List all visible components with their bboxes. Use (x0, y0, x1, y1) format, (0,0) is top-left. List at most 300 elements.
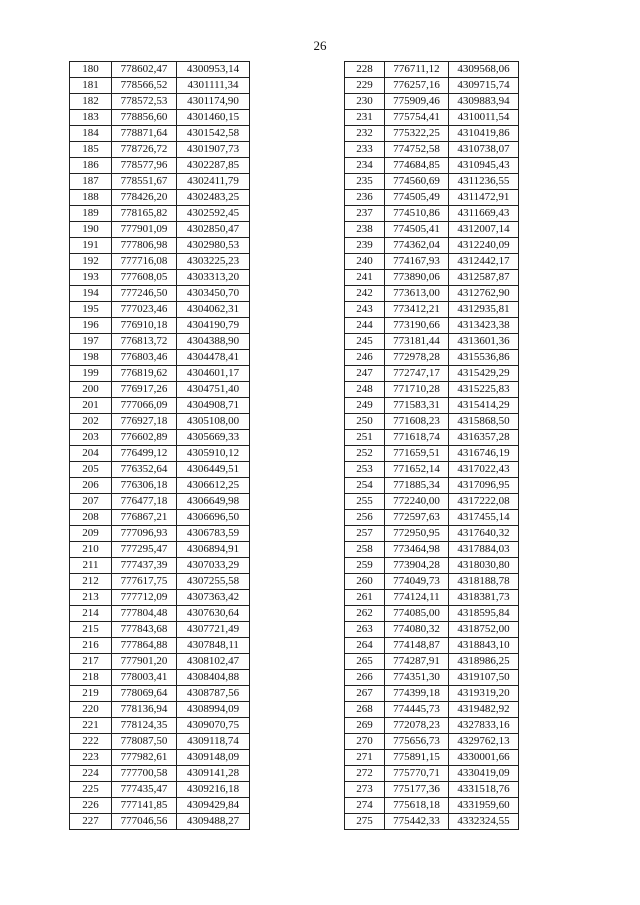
table-row (345, 62, 519, 78)
point-number-cell: 267 (345, 686, 385, 702)
y-coordinate-cell: 4312587,87 (449, 270, 519, 286)
x-coordinate-cell: 778566,52 (112, 78, 177, 94)
y-coordinate-cell: 4312935,81 (449, 302, 519, 318)
y-coordinate-cell: 4301460,15 (177, 110, 250, 126)
y-coordinate-cell: 4319319,20 (449, 686, 519, 702)
point-number-cell: 238 (345, 222, 385, 238)
x-coordinate-cell: 776803,46 (112, 350, 177, 366)
y-coordinate-cell: 4307848,11 (177, 638, 250, 654)
table-row (70, 766, 250, 782)
point-number-cell: 264 (345, 638, 385, 654)
x-coordinate-cell: 775891,15 (385, 750, 449, 766)
x-coordinate-cell: 776352,64 (112, 462, 177, 478)
table-row (70, 734, 250, 750)
point-number-cell: 263 (345, 622, 385, 638)
x-coordinate-cell: 777096,93 (112, 526, 177, 542)
point-number-cell: 217 (70, 654, 112, 670)
y-coordinate-cell: 4311236,55 (449, 174, 519, 190)
table-row (70, 382, 250, 398)
x-coordinate-cell: 771608,23 (385, 414, 449, 430)
point-number-cell: 221 (70, 718, 112, 734)
point-number-cell: 248 (345, 382, 385, 398)
point-number-cell: 274 (345, 798, 385, 814)
y-coordinate-cell: 4301111,34 (177, 78, 250, 94)
table-row (345, 558, 519, 574)
x-coordinate-cell: 774505,49 (385, 190, 449, 206)
point-number-cell: 246 (345, 350, 385, 366)
y-coordinate-cell: 4306783,59 (177, 526, 250, 542)
x-coordinate-cell: 774505,41 (385, 222, 449, 238)
table-row (345, 462, 519, 478)
point-number-cell: 197 (70, 334, 112, 350)
table-row (345, 142, 519, 158)
y-coordinate-cell: 4308994,09 (177, 702, 250, 718)
point-number-cell: 235 (345, 174, 385, 190)
table-row (345, 334, 519, 350)
point-number-cell: 251 (345, 430, 385, 446)
x-coordinate-cell: 778426,20 (112, 190, 177, 206)
table-row (70, 526, 250, 542)
y-coordinate-cell: 4316746,19 (449, 446, 519, 462)
y-coordinate-cell: 4307721,49 (177, 622, 250, 638)
point-number-cell: 249 (345, 398, 385, 414)
y-coordinate-cell: 4302411,79 (177, 174, 250, 190)
table-row (345, 350, 519, 366)
table-row (345, 190, 519, 206)
point-number-cell: 209 (70, 526, 112, 542)
point-number-cell: 275 (345, 814, 385, 830)
y-coordinate-cell: 4317884,03 (449, 542, 519, 558)
table-row (345, 94, 519, 110)
x-coordinate-cell: 774399,18 (385, 686, 449, 702)
y-coordinate-cell: 4300953,14 (177, 62, 250, 78)
x-coordinate-cell: 776306,18 (112, 478, 177, 494)
point-number-cell: 215 (70, 622, 112, 638)
point-number-cell: 206 (70, 478, 112, 494)
table-row (345, 670, 519, 686)
y-coordinate-cell: 4330419,09 (449, 766, 519, 782)
point-number-cell: 219 (70, 686, 112, 702)
x-coordinate-cell: 778551,67 (112, 174, 177, 190)
x-coordinate-cell: 777716,08 (112, 254, 177, 270)
table-row (345, 782, 519, 798)
y-coordinate-cell: 4312442,17 (449, 254, 519, 270)
point-number-cell: 250 (345, 414, 385, 430)
x-coordinate-cell: 774124,11 (385, 590, 449, 606)
table-row (70, 158, 250, 174)
x-coordinate-cell: 777295,47 (112, 542, 177, 558)
coordinates-table-right (344, 61, 519, 830)
y-coordinate-cell: 4302483,25 (177, 190, 250, 206)
y-coordinate-cell: 4307630,64 (177, 606, 250, 622)
point-number-cell: 262 (345, 606, 385, 622)
table-row (70, 318, 250, 334)
table-row (70, 334, 250, 350)
table-row (70, 254, 250, 270)
point-number-cell: 260 (345, 574, 385, 590)
y-coordinate-cell: 4309429,84 (177, 798, 250, 814)
x-coordinate-cell: 776867,21 (112, 510, 177, 526)
x-coordinate-cell: 777982,61 (112, 750, 177, 766)
x-coordinate-cell: 778003,41 (112, 670, 177, 686)
point-number-cell: 259 (345, 558, 385, 574)
table-row (345, 590, 519, 606)
table-row (345, 254, 519, 270)
x-coordinate-cell: 777901,20 (112, 654, 177, 670)
y-coordinate-cell: 4303450,70 (177, 286, 250, 302)
x-coordinate-cell: 771659,51 (385, 446, 449, 462)
point-number-cell: 270 (345, 734, 385, 750)
x-coordinate-cell: 777617,75 (112, 574, 177, 590)
table-row (345, 286, 519, 302)
x-coordinate-cell: 774362,04 (385, 238, 449, 254)
y-coordinate-cell: 4302287,85 (177, 158, 250, 174)
x-coordinate-cell: 778572,53 (112, 94, 177, 110)
table-row (345, 110, 519, 126)
table-row (345, 798, 519, 814)
table-row (345, 158, 519, 174)
point-number-cell: 222 (70, 734, 112, 750)
table-row (70, 142, 250, 158)
table-row (70, 622, 250, 638)
table-row (70, 222, 250, 238)
table-row (345, 270, 519, 286)
y-coordinate-cell: 4304190,79 (177, 318, 250, 334)
y-coordinate-cell: 4301907,73 (177, 142, 250, 158)
x-coordinate-cell: 775754,41 (385, 110, 449, 126)
point-number-cell: 214 (70, 606, 112, 622)
table-row (70, 718, 250, 734)
table-row (70, 94, 250, 110)
point-number-cell: 199 (70, 366, 112, 382)
y-coordinate-cell: 4310419,86 (449, 126, 519, 142)
table-row (70, 590, 250, 606)
point-number-cell: 192 (70, 254, 112, 270)
coordinates-table-left (69, 61, 250, 830)
point-number-cell: 252 (345, 446, 385, 462)
point-number-cell: 182 (70, 94, 112, 110)
table-row (345, 510, 519, 526)
table-row (70, 798, 250, 814)
point-number-cell: 234 (345, 158, 385, 174)
y-coordinate-cell: 4317222,08 (449, 494, 519, 510)
point-number-cell: 213 (70, 590, 112, 606)
y-coordinate-cell: 4301174,90 (177, 94, 250, 110)
y-coordinate-cell: 4315414,29 (449, 398, 519, 414)
y-coordinate-cell: 4305910,12 (177, 446, 250, 462)
x-coordinate-cell: 773890,06 (385, 270, 449, 286)
y-coordinate-cell: 4319107,50 (449, 670, 519, 686)
point-number-cell: 239 (345, 238, 385, 254)
table-row (70, 510, 250, 526)
x-coordinate-cell: 777712,09 (112, 590, 177, 606)
x-coordinate-cell: 772950,95 (385, 526, 449, 542)
y-coordinate-cell: 4317640,32 (449, 526, 519, 542)
y-coordinate-cell: 4309118,74 (177, 734, 250, 750)
point-number-cell: 224 (70, 766, 112, 782)
table-row (70, 574, 250, 590)
y-coordinate-cell: 4317022,43 (449, 462, 519, 478)
y-coordinate-cell: 4302980,53 (177, 238, 250, 254)
point-number-cell: 216 (70, 638, 112, 654)
page-number: 26 (313, 38, 327, 53)
point-number-cell: 273 (345, 782, 385, 798)
x-coordinate-cell: 776927,18 (112, 414, 177, 430)
table-row (70, 702, 250, 718)
x-coordinate-cell: 771710,28 (385, 382, 449, 398)
x-coordinate-cell: 777843,68 (112, 622, 177, 638)
x-coordinate-cell: 772747,17 (385, 366, 449, 382)
y-coordinate-cell: 4318986,25 (449, 654, 519, 670)
table-row (70, 62, 250, 78)
table-row (345, 126, 519, 142)
x-coordinate-cell: 777046,56 (112, 814, 177, 830)
y-coordinate-cell: 4302592,45 (177, 206, 250, 222)
x-coordinate-cell: 775442,33 (385, 814, 449, 830)
y-coordinate-cell: 4308404,88 (177, 670, 250, 686)
y-coordinate-cell: 4319482,92 (449, 702, 519, 718)
point-number-cell: 187 (70, 174, 112, 190)
point-number-cell: 257 (345, 526, 385, 542)
y-coordinate-cell: 4331518,76 (449, 782, 519, 798)
table-row (70, 302, 250, 318)
x-coordinate-cell: 778124,35 (112, 718, 177, 734)
x-coordinate-cell: 776602,89 (112, 430, 177, 446)
x-coordinate-cell: 774049,73 (385, 574, 449, 590)
point-number-cell: 204 (70, 446, 112, 462)
x-coordinate-cell: 776910,18 (112, 318, 177, 334)
y-coordinate-cell: 4307255,58 (177, 574, 250, 590)
x-coordinate-cell: 776819,62 (112, 366, 177, 382)
y-coordinate-cell: 4309141,28 (177, 766, 250, 782)
y-coordinate-cell: 4315429,29 (449, 366, 519, 382)
x-coordinate-cell: 772978,28 (385, 350, 449, 366)
x-coordinate-cell: 778856,60 (112, 110, 177, 126)
table-row (70, 606, 250, 622)
point-number-cell: 211 (70, 558, 112, 574)
table-row (345, 734, 519, 750)
table-row (70, 686, 250, 702)
point-number-cell: 261 (345, 590, 385, 606)
coordinates-table-right-body (345, 62, 519, 830)
x-coordinate-cell: 774148,87 (385, 638, 449, 654)
point-number-cell: 203 (70, 430, 112, 446)
point-number-cell: 231 (345, 110, 385, 126)
point-number-cell: 266 (345, 670, 385, 686)
x-coordinate-cell: 773181,44 (385, 334, 449, 350)
y-coordinate-cell: 4329762,13 (449, 734, 519, 750)
x-coordinate-cell: 776499,12 (112, 446, 177, 462)
x-coordinate-cell: 774287,91 (385, 654, 449, 670)
table-row (70, 494, 250, 510)
y-coordinate-cell: 4316357,28 (449, 430, 519, 446)
x-coordinate-cell: 777700,58 (112, 766, 177, 782)
x-coordinate-cell: 774080,32 (385, 622, 449, 638)
y-coordinate-cell: 4304062,31 (177, 302, 250, 318)
y-coordinate-cell: 4327833,16 (449, 718, 519, 734)
y-coordinate-cell: 4303225,23 (177, 254, 250, 270)
table-row (70, 654, 250, 670)
y-coordinate-cell: 4304751,40 (177, 382, 250, 398)
x-coordinate-cell: 774510,86 (385, 206, 449, 222)
point-number-cell: 191 (70, 238, 112, 254)
table-row (70, 110, 250, 126)
x-coordinate-cell: 776711,12 (385, 62, 449, 78)
point-number-cell: 271 (345, 750, 385, 766)
x-coordinate-cell: 773412,21 (385, 302, 449, 318)
point-number-cell: 233 (345, 142, 385, 158)
point-number-cell: 240 (345, 254, 385, 270)
x-coordinate-cell: 775177,36 (385, 782, 449, 798)
y-coordinate-cell: 4305669,33 (177, 430, 250, 446)
table-row (345, 414, 519, 430)
table-row (70, 670, 250, 686)
x-coordinate-cell: 775322,25 (385, 126, 449, 142)
x-coordinate-cell: 778069,64 (112, 686, 177, 702)
table-row (70, 478, 250, 494)
point-number-cell: 230 (345, 94, 385, 110)
x-coordinate-cell: 777023,46 (112, 302, 177, 318)
table-row (70, 286, 250, 302)
table-row (70, 542, 250, 558)
y-coordinate-cell: 4310011,54 (449, 110, 519, 126)
y-coordinate-cell: 4309148,09 (177, 750, 250, 766)
point-number-cell: 220 (70, 702, 112, 718)
point-number-cell: 218 (70, 670, 112, 686)
x-coordinate-cell: 778726,72 (112, 142, 177, 158)
coordinates-table-left-body (70, 62, 250, 830)
point-number-cell: 185 (70, 142, 112, 158)
point-number-cell: 181 (70, 78, 112, 94)
x-coordinate-cell: 777435,47 (112, 782, 177, 798)
point-number-cell: 195 (70, 302, 112, 318)
table-row (345, 638, 519, 654)
x-coordinate-cell: 773904,28 (385, 558, 449, 574)
y-coordinate-cell: 4310945,43 (449, 158, 519, 174)
y-coordinate-cell: 4306449,51 (177, 462, 250, 478)
table-row (345, 702, 519, 718)
point-number-cell: 194 (70, 286, 112, 302)
point-number-cell: 184 (70, 126, 112, 142)
table-row (345, 814, 519, 830)
table-row (70, 782, 250, 798)
point-number-cell: 210 (70, 542, 112, 558)
table-row (70, 270, 250, 286)
point-number-cell: 190 (70, 222, 112, 238)
x-coordinate-cell: 774560,69 (385, 174, 449, 190)
x-coordinate-cell: 775618,18 (385, 798, 449, 814)
x-coordinate-cell: 777141,85 (112, 798, 177, 814)
point-number-cell: 207 (70, 494, 112, 510)
point-number-cell: 236 (345, 190, 385, 206)
y-coordinate-cell: 4318188,78 (449, 574, 519, 590)
y-coordinate-cell: 4332324,55 (449, 814, 519, 830)
y-coordinate-cell: 4307033,29 (177, 558, 250, 574)
table-row (345, 494, 519, 510)
table-row (70, 238, 250, 254)
y-coordinate-cell: 4304908,71 (177, 398, 250, 414)
table-row (345, 238, 519, 254)
x-coordinate-cell: 777806,98 (112, 238, 177, 254)
point-number-cell: 188 (70, 190, 112, 206)
x-coordinate-cell: 777864,88 (112, 638, 177, 654)
y-coordinate-cell: 4312762,90 (449, 286, 519, 302)
table-row (70, 814, 250, 830)
y-coordinate-cell: 4309216,18 (177, 782, 250, 798)
point-number-cell: 244 (345, 318, 385, 334)
x-coordinate-cell: 771652,14 (385, 462, 449, 478)
y-coordinate-cell: 4304388,90 (177, 334, 250, 350)
table-row (345, 206, 519, 222)
table-row (345, 174, 519, 190)
y-coordinate-cell: 4317455,14 (449, 510, 519, 526)
table-row (70, 174, 250, 190)
table-row (70, 126, 250, 142)
y-coordinate-cell: 4308787,56 (177, 686, 250, 702)
x-coordinate-cell: 775656,73 (385, 734, 449, 750)
y-coordinate-cell: 4315536,86 (449, 350, 519, 366)
y-coordinate-cell: 4306696,50 (177, 510, 250, 526)
table-row (70, 206, 250, 222)
x-coordinate-cell: 778087,50 (112, 734, 177, 750)
point-number-cell: 245 (345, 334, 385, 350)
point-number-cell: 205 (70, 462, 112, 478)
table-row (345, 686, 519, 702)
point-number-cell: 272 (345, 766, 385, 782)
y-coordinate-cell: 4309488,27 (177, 814, 250, 830)
table-row (345, 622, 519, 638)
x-coordinate-cell: 773190,66 (385, 318, 449, 334)
y-coordinate-cell: 4309070,75 (177, 718, 250, 734)
y-coordinate-cell: 4318752,00 (449, 622, 519, 638)
y-coordinate-cell: 4315868,50 (449, 414, 519, 430)
y-coordinate-cell: 4306649,98 (177, 494, 250, 510)
point-number-cell: 269 (345, 718, 385, 734)
y-coordinate-cell: 4305108,00 (177, 414, 250, 430)
point-number-cell: 198 (70, 350, 112, 366)
x-coordinate-cell: 774351,30 (385, 670, 449, 686)
point-number-cell: 225 (70, 782, 112, 798)
table-row (345, 398, 519, 414)
x-coordinate-cell: 778136,94 (112, 702, 177, 718)
x-coordinate-cell: 774085,00 (385, 606, 449, 622)
x-coordinate-cell: 775770,71 (385, 766, 449, 782)
table-row (70, 190, 250, 206)
y-coordinate-cell: 4318381,73 (449, 590, 519, 606)
x-coordinate-cell: 774445,73 (385, 702, 449, 718)
y-coordinate-cell: 4308102,47 (177, 654, 250, 670)
x-coordinate-cell: 778165,82 (112, 206, 177, 222)
table-row (345, 446, 519, 462)
y-coordinate-cell: 4310738,07 (449, 142, 519, 158)
y-coordinate-cell: 4311472,91 (449, 190, 519, 206)
point-number-cell: 247 (345, 366, 385, 382)
x-coordinate-cell: 777066,09 (112, 398, 177, 414)
point-number-cell: 237 (345, 206, 385, 222)
point-number-cell: 243 (345, 302, 385, 318)
x-coordinate-cell: 771885,34 (385, 478, 449, 494)
y-coordinate-cell: 4309883,94 (449, 94, 519, 110)
table-row (70, 398, 250, 414)
table-row (345, 654, 519, 670)
x-coordinate-cell: 778577,96 (112, 158, 177, 174)
x-coordinate-cell: 777901,09 (112, 222, 177, 238)
point-number-cell: 202 (70, 414, 112, 430)
x-coordinate-cell: 778602,47 (112, 62, 177, 78)
point-number-cell: 201 (70, 398, 112, 414)
point-number-cell: 196 (70, 318, 112, 334)
x-coordinate-cell: 772240,00 (385, 494, 449, 510)
